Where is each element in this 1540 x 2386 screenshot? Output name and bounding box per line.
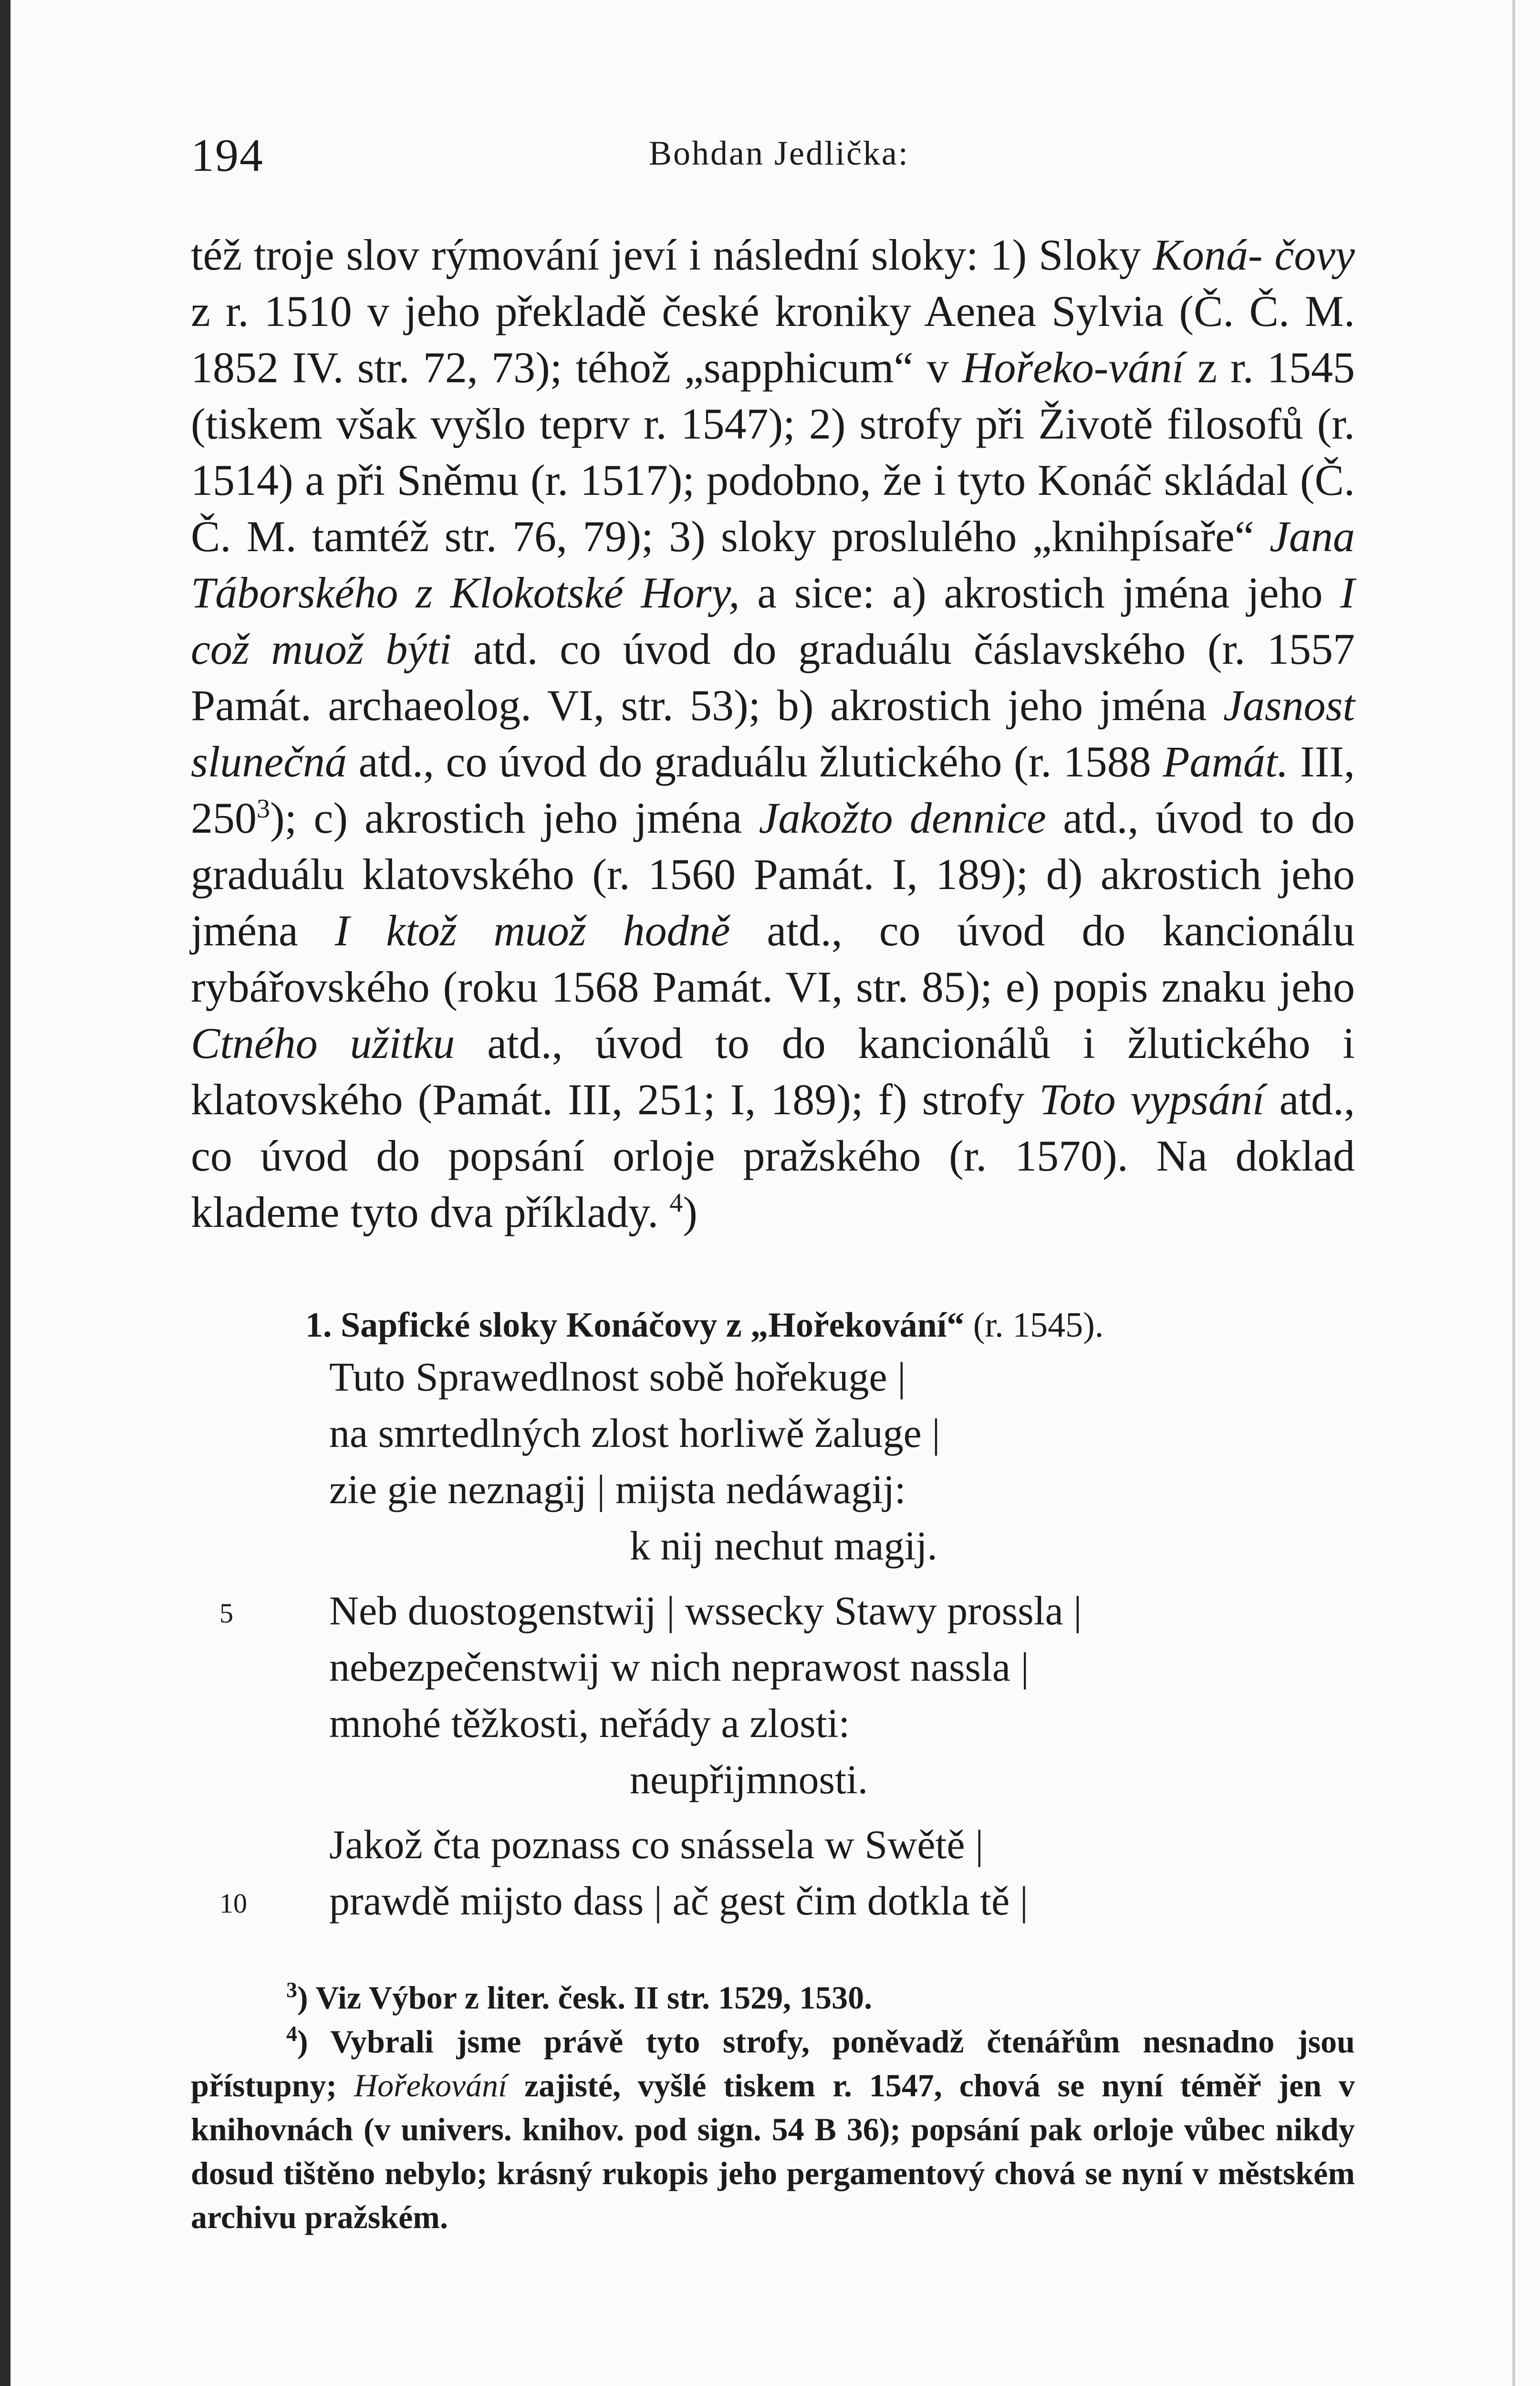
italic-title: Hořekování (354, 2067, 508, 2103)
text-span: a sice: a) akrostich jména jeho (739, 568, 1341, 617)
italic-title: čovy (1274, 230, 1355, 279)
text-span: z r. 1545 (tiskem však vyšlo teprv r. 1547); 2) strofy při Životě filosofů (r. 1514) a při Sněmu (r. 1517); podobno, že i tyto Konáč skládal (Č. Č. M. tamtéž str. 76, 79); 3) sloky proslulého „knihpísaře“ (191, 343, 1355, 561)
verse-line: k nij nechut magij. (630, 1523, 937, 1569)
verse-line: mnohé těžkosti, neřády a zlosti: (329, 1700, 850, 1746)
verse-text: prawdě mijsto dass | ač gest čim dotkla tě | (329, 1878, 1029, 1924)
verse-line: Tuto Sprawedlnost sobě hořekuge | (329, 1354, 906, 1400)
italic-title: Ctného užitku (191, 1019, 455, 1067)
stanza-2 (191, 1587, 1355, 1812)
page-number: 194 (191, 130, 264, 181)
italic-title: Toto vypsání (1039, 1075, 1265, 1124)
scan-edge (0, 0, 10, 2386)
footnotes (191, 1976, 1355, 2239)
italic-title: I což muož býti (191, 568, 1355, 673)
stanza-3 (191, 1821, 1355, 1933)
footnote-ref: 4 (669, 1188, 683, 1218)
text-span: ) (683, 1188, 697, 1236)
text-span: též troje slov rýmování jeví i následní sloky: 1) Sloky (191, 230, 1153, 279)
stanza-1 (191, 1353, 1355, 1578)
verse-line: zie gie neznagij | mijsta nedáwagij: (329, 1466, 906, 1512)
italic-abbrev: Památ. (1163, 737, 1289, 786)
line-number: 5 (219, 1598, 233, 1629)
line-number: 10 (219, 1888, 247, 1919)
italic-title: I ktož muož hodně (334, 906, 730, 955)
text-span: atd., co úvod do popsání orloje pražského (r. 1570). Na doklad klademe tyto dva příklady. (191, 1075, 1355, 1236)
italic-title: Hořeko-vání (962, 343, 1184, 392)
verse-line: na smrtedlných zlost horliwě žaluge | (329, 1410, 940, 1456)
verse-line (191, 1587, 1355, 1643)
verse-line: neupřijmnosti. (630, 1757, 868, 1802)
italic-name: Jana Táborského z Klokotské Hory, (191, 512, 1355, 617)
poem-title-text: 1. Sapfické sloky Konáčovy z „Hořekování“ (305, 1306, 965, 1345)
text-span: atd. co úvod do graduálu čáslavského (r. 1557 Památ. archaeolog. VI, str. 53); b) akrostich jeho jména (191, 625, 1355, 730)
footnote-mark: 3 (286, 1978, 297, 2002)
text-span: atd., co úvod do graduálu žlutického (r. 1588 (347, 737, 1163, 786)
italic-title: Jakožto dennice (759, 794, 1046, 842)
footnote-text: zajisté, vyšlé tiskem r. 1547, chová se nyní téměř jen v knihovnách (v univers. knihov. pod sign. 54 B 36); popsání pak orloje vůbec nikdy dosud tištěno nebylo; krásný rukopis jeho pergamentový chová se nyní v městském archivu pražském. (191, 2067, 1355, 2235)
verse-line: nebezpečenstwij w nich neprawost nassla | (329, 1644, 1029, 1690)
text-span: III, 250 (191, 737, 1355, 842)
footnote-text: ) Vybrali jsme právě tyto strofy, poněvadž čtenářům nesnadno jsou přístupny; (191, 2023, 1355, 2103)
running-head: Bohdan Jedlička: (649, 134, 909, 172)
poem-title (305, 1305, 1355, 1353)
text-span: atd., úvod to do kancionálů i žlutického i klatovského (Památ. III, 251; I, 189); f) strofy (191, 1019, 1355, 1124)
text-span: atd., co úvod do kancionálu rybářovského (roku 1568 Památ. VI, str. 85); e) popis znaku jeho (191, 906, 1355, 1011)
verse-line (191, 1877, 1355, 1933)
verse-text: Neb duostogenstwij | wssecky Stawy prossla | (329, 1588, 1082, 1633)
page-header (191, 129, 1393, 186)
footnote-ref: 3 (257, 794, 270, 824)
text-span: z r. 1510 v jeho překladě české kroniky Aenea Sylvia (Č. Č. M. 1852 IV. str. 72, 73); téhož „sapphicum“ v (191, 287, 1355, 392)
footnote-3 (191, 1976, 1355, 2020)
scan-fold (1512, 0, 1515, 2386)
text-span: ); c) akrostich jeho jména (270, 794, 759, 842)
paragraph-text (191, 227, 1355, 1240)
verse-line: Jakož čta poznass co snássela w Swětě | (329, 1821, 984, 1867)
footnote-text: ) Viz Výbor z liter. česk. II str. 1529, 1530. (297, 1979, 873, 2016)
footnote-mark: 4 (286, 2021, 297, 2046)
italic-title: Jasnost slunečná (191, 681, 1355, 786)
footnote-4 (191, 2020, 1355, 2239)
main-paragraph (191, 227, 1355, 1240)
text-span: atd., úvod to do graduálu klatovského (r. 1560 Památ. I, 189); d) akrostich jeho jména (191, 794, 1355, 955)
poem-year: (r. 1545). (973, 1306, 1104, 1345)
poem-block (191, 1305, 1355, 1933)
italic-title: Koná- (1153, 230, 1263, 279)
